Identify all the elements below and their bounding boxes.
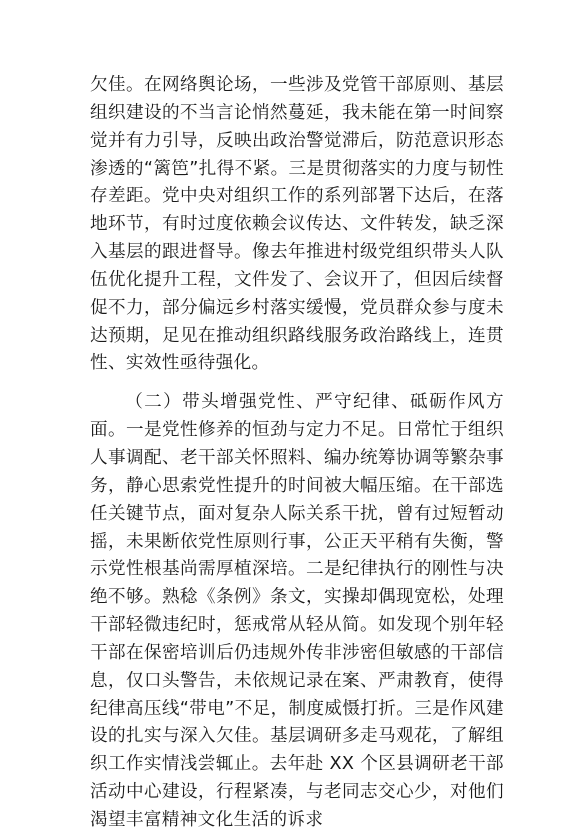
document-body — [90, 72, 504, 835]
paragraph-continued: 欠佳。在网络舆论场，一些涉及党管干部原则、基层组织建设的不当言论悄然蔓延，我未能在第一时间察觉并有力引导，反映出政治警觉滞后，防范意识形态渗透的“篱笆”扎得不紧。三是贯彻落实的力度与韧性存差距。党中央对组织工作的系列部署下达后，在落地环节，有时过度依赖会议传达、文件转发，缺乏深入基层的跟进督导。像去年推进村级党组织带头人队伍优化提升工程，文件发了、会议开了，但因后续督促不力，部分偏远乡村落实缓慢，党员群众参与度未达预期，足见在推动组织路线服务政治路线上，连贯性、实效性亟待强化。 — [90, 75, 504, 374]
paragraph-section-two: （二）带头增强党性、严守纪律、砥砺作风方面。一是党性修养的恒劲与定力不足。日常忙于组织人事调配、老干部关怀照料、编办统筹协调等繁杂事务，静心思索党性提升的时间被大幅压缩。在干部选任关键节点，面对复杂人际关系干扰，曾有过短暂动摇，未果断依党性原则行事，公正天平稍有失衡，警示党性根基尚需厚植深培。二是纪律执行的刚性与决绝不够。熟稔《条例》条文，实操却偶现宽松，处理干部轻微违纪时，惩戒常从轻从简。如发现个别年轻干部在保密培训后仍违规外传非涉密但敏感的干部信息，仅口头警告，未依规记录在案、严肃教育，使得纪律高压线“带电”不足，制度威慑打折。三是作风建设的扎实与深入欠佳。基层调研多走马观花，了解组织工作实情浅尝辄止。去年赴 XX 个区县调研老干部活动中心建设，行程紧凑，与老同志交心少，对他们渴望丰富精神文化生活的诉求 — [90, 392, 504, 830]
